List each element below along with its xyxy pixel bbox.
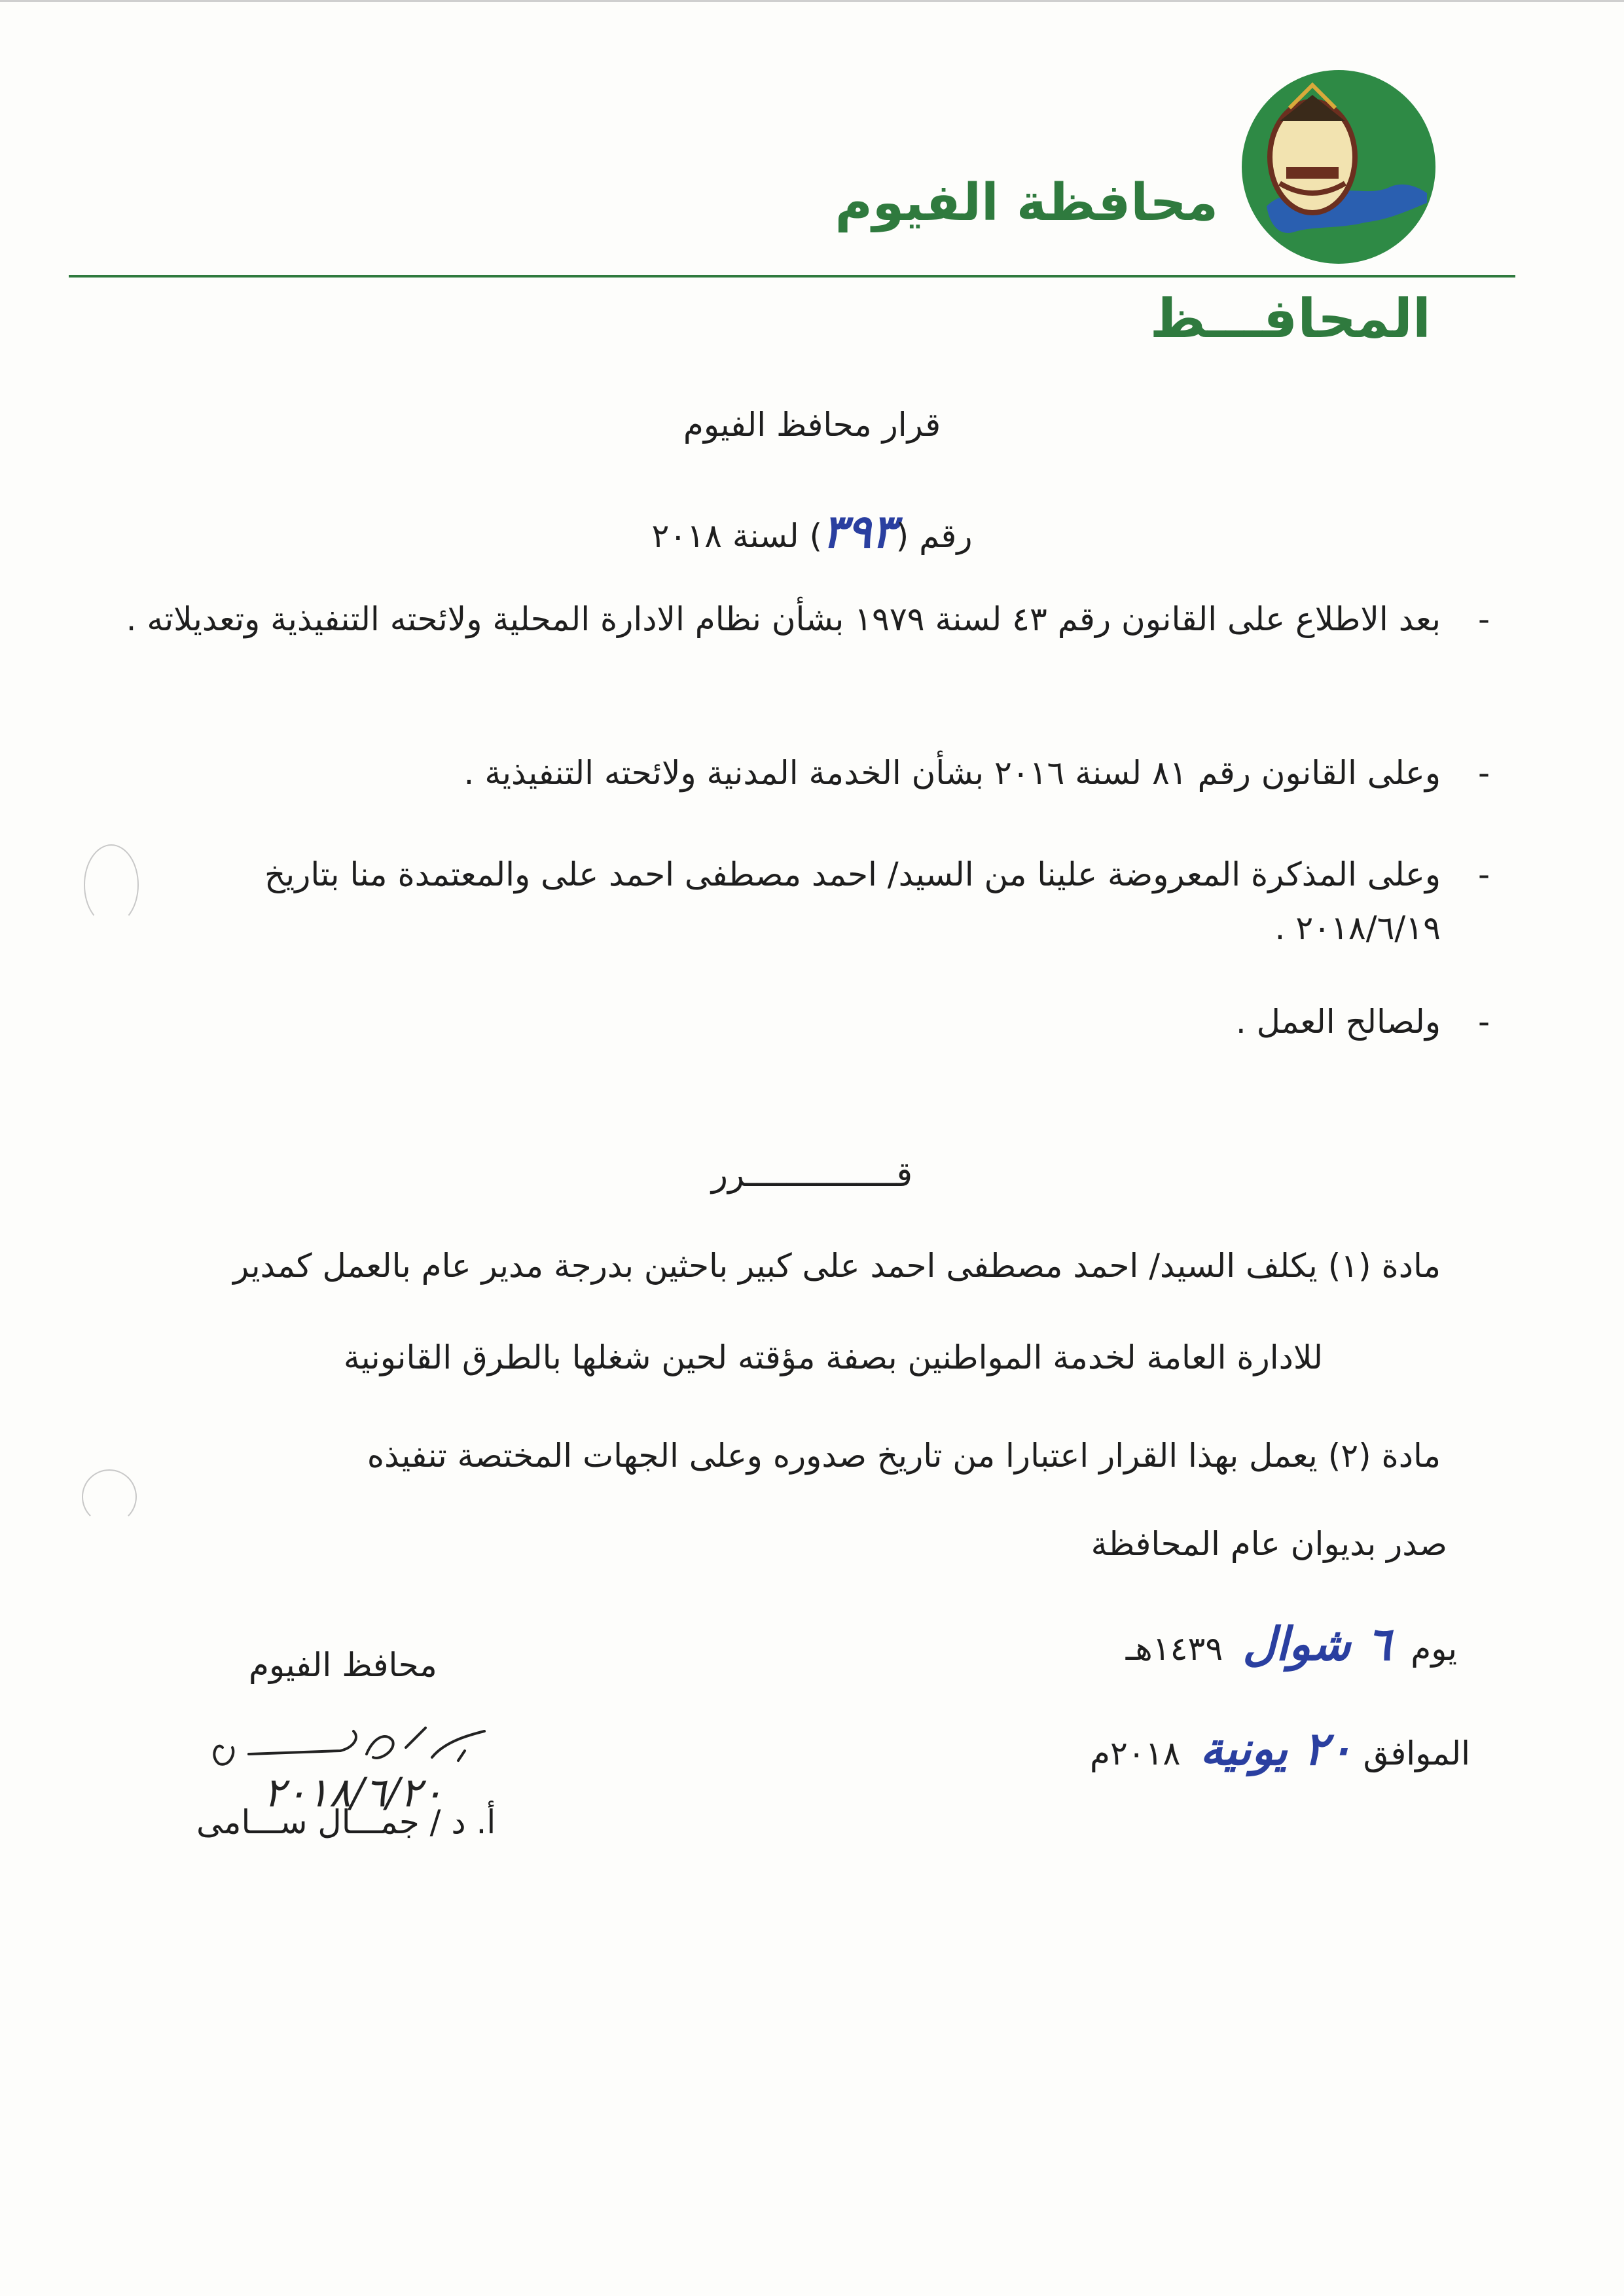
page-top-edge (0, 0, 1624, 2)
preamble-text: بعد الاطلاع على القانون رقم ٤٣ لسنة ١٩٧٩ بشأن نظام الادارة المحلية ولائحته التنفيذية وتعديلاته . (126, 600, 1441, 638)
gregorian-date (1090, 1721, 1470, 1776)
office-title: المحافـــظ (1149, 288, 1431, 350)
greg-label: الموافق (1363, 1734, 1470, 1772)
governorate-logo (1240, 69, 1437, 265)
decrees-heading: قـــــــــــــــرر (711, 1155, 913, 1194)
signatory-title: محافظ الفيوم (249, 1646, 437, 1684)
day-label: يوم (1411, 1630, 1457, 1668)
preamble-text: ولصالح العمل . (1235, 1003, 1441, 1041)
preamble-item (112, 592, 1490, 646)
preamble-text: وعلى المذكرة المعروضة علينا من السيد/ احمد مصطفى احمد على والمعتمدة منا بتاريخ ٢٠١٨/٦/١٩ . (264, 855, 1441, 947)
preamble-text: وعلى القانون رقم ٨١ لسنة ٢٠١٦ بشأن الخدمة المدنية ولائحته التنفيذية . (463, 754, 1441, 792)
bullet-dash: - (1477, 754, 1490, 792)
decision-number-handwritten: ٣٩٣ (821, 504, 896, 558)
preamble-item (112, 995, 1490, 1049)
hijri-year: ١٤٣٩هـ (1125, 1630, 1223, 1668)
decision-title: قرار محافظ الفيوم (683, 406, 941, 444)
hijri-date (1126, 1617, 1457, 1671)
signatory-name: أ. د / جمـــال ســـامى (196, 1803, 496, 1841)
punch-hole-mark (84, 844, 139, 925)
decision-number-suffix: ) لسنة ٢٠١٨ (651, 517, 822, 555)
signature-date: ٢٠١٨/٦/٢٠ (263, 1768, 444, 1816)
article-1-line-1: مادة (١) يكلف السيد/ احمد مصطفى احمد على كبير باحثين بدرجة مدير عام بالعمل كمدير (233, 1247, 1441, 1285)
issued-statement: صدر بديوان عام المحافظة (1091, 1525, 1447, 1563)
article-2: مادة (٢) يعمل بهذا القرار اعتبارا من تاريخ صدوره وعلى الجهات المختصة تنفيذه (367, 1437, 1441, 1475)
decision-number (0, 504, 1624, 558)
preamble-item (112, 848, 1490, 955)
bullet-dash: - (1477, 855, 1490, 893)
bullet-dash: - (1477, 600, 1490, 638)
article-1-line-2: للادارة العامة لخدمة المواطنين بصفة مؤقته لحين شغلها بالطرق القانونية (343, 1338, 1323, 1376)
punch-hole-mark (82, 1469, 137, 1524)
greg-handwritten: ٢٠ يونية (1200, 1721, 1353, 1776)
bullet-dash: - (1477, 1003, 1490, 1041)
preamble-item (112, 746, 1490, 800)
governorate-title: محافظة الفيوم (835, 173, 1218, 232)
hijri-handwritten: ٦ شوال (1242, 1617, 1392, 1671)
greg-year: ٢٠١٨م (1089, 1734, 1181, 1772)
decision-number-prefix: رقم ( (895, 517, 973, 555)
header-rule (69, 275, 1515, 278)
